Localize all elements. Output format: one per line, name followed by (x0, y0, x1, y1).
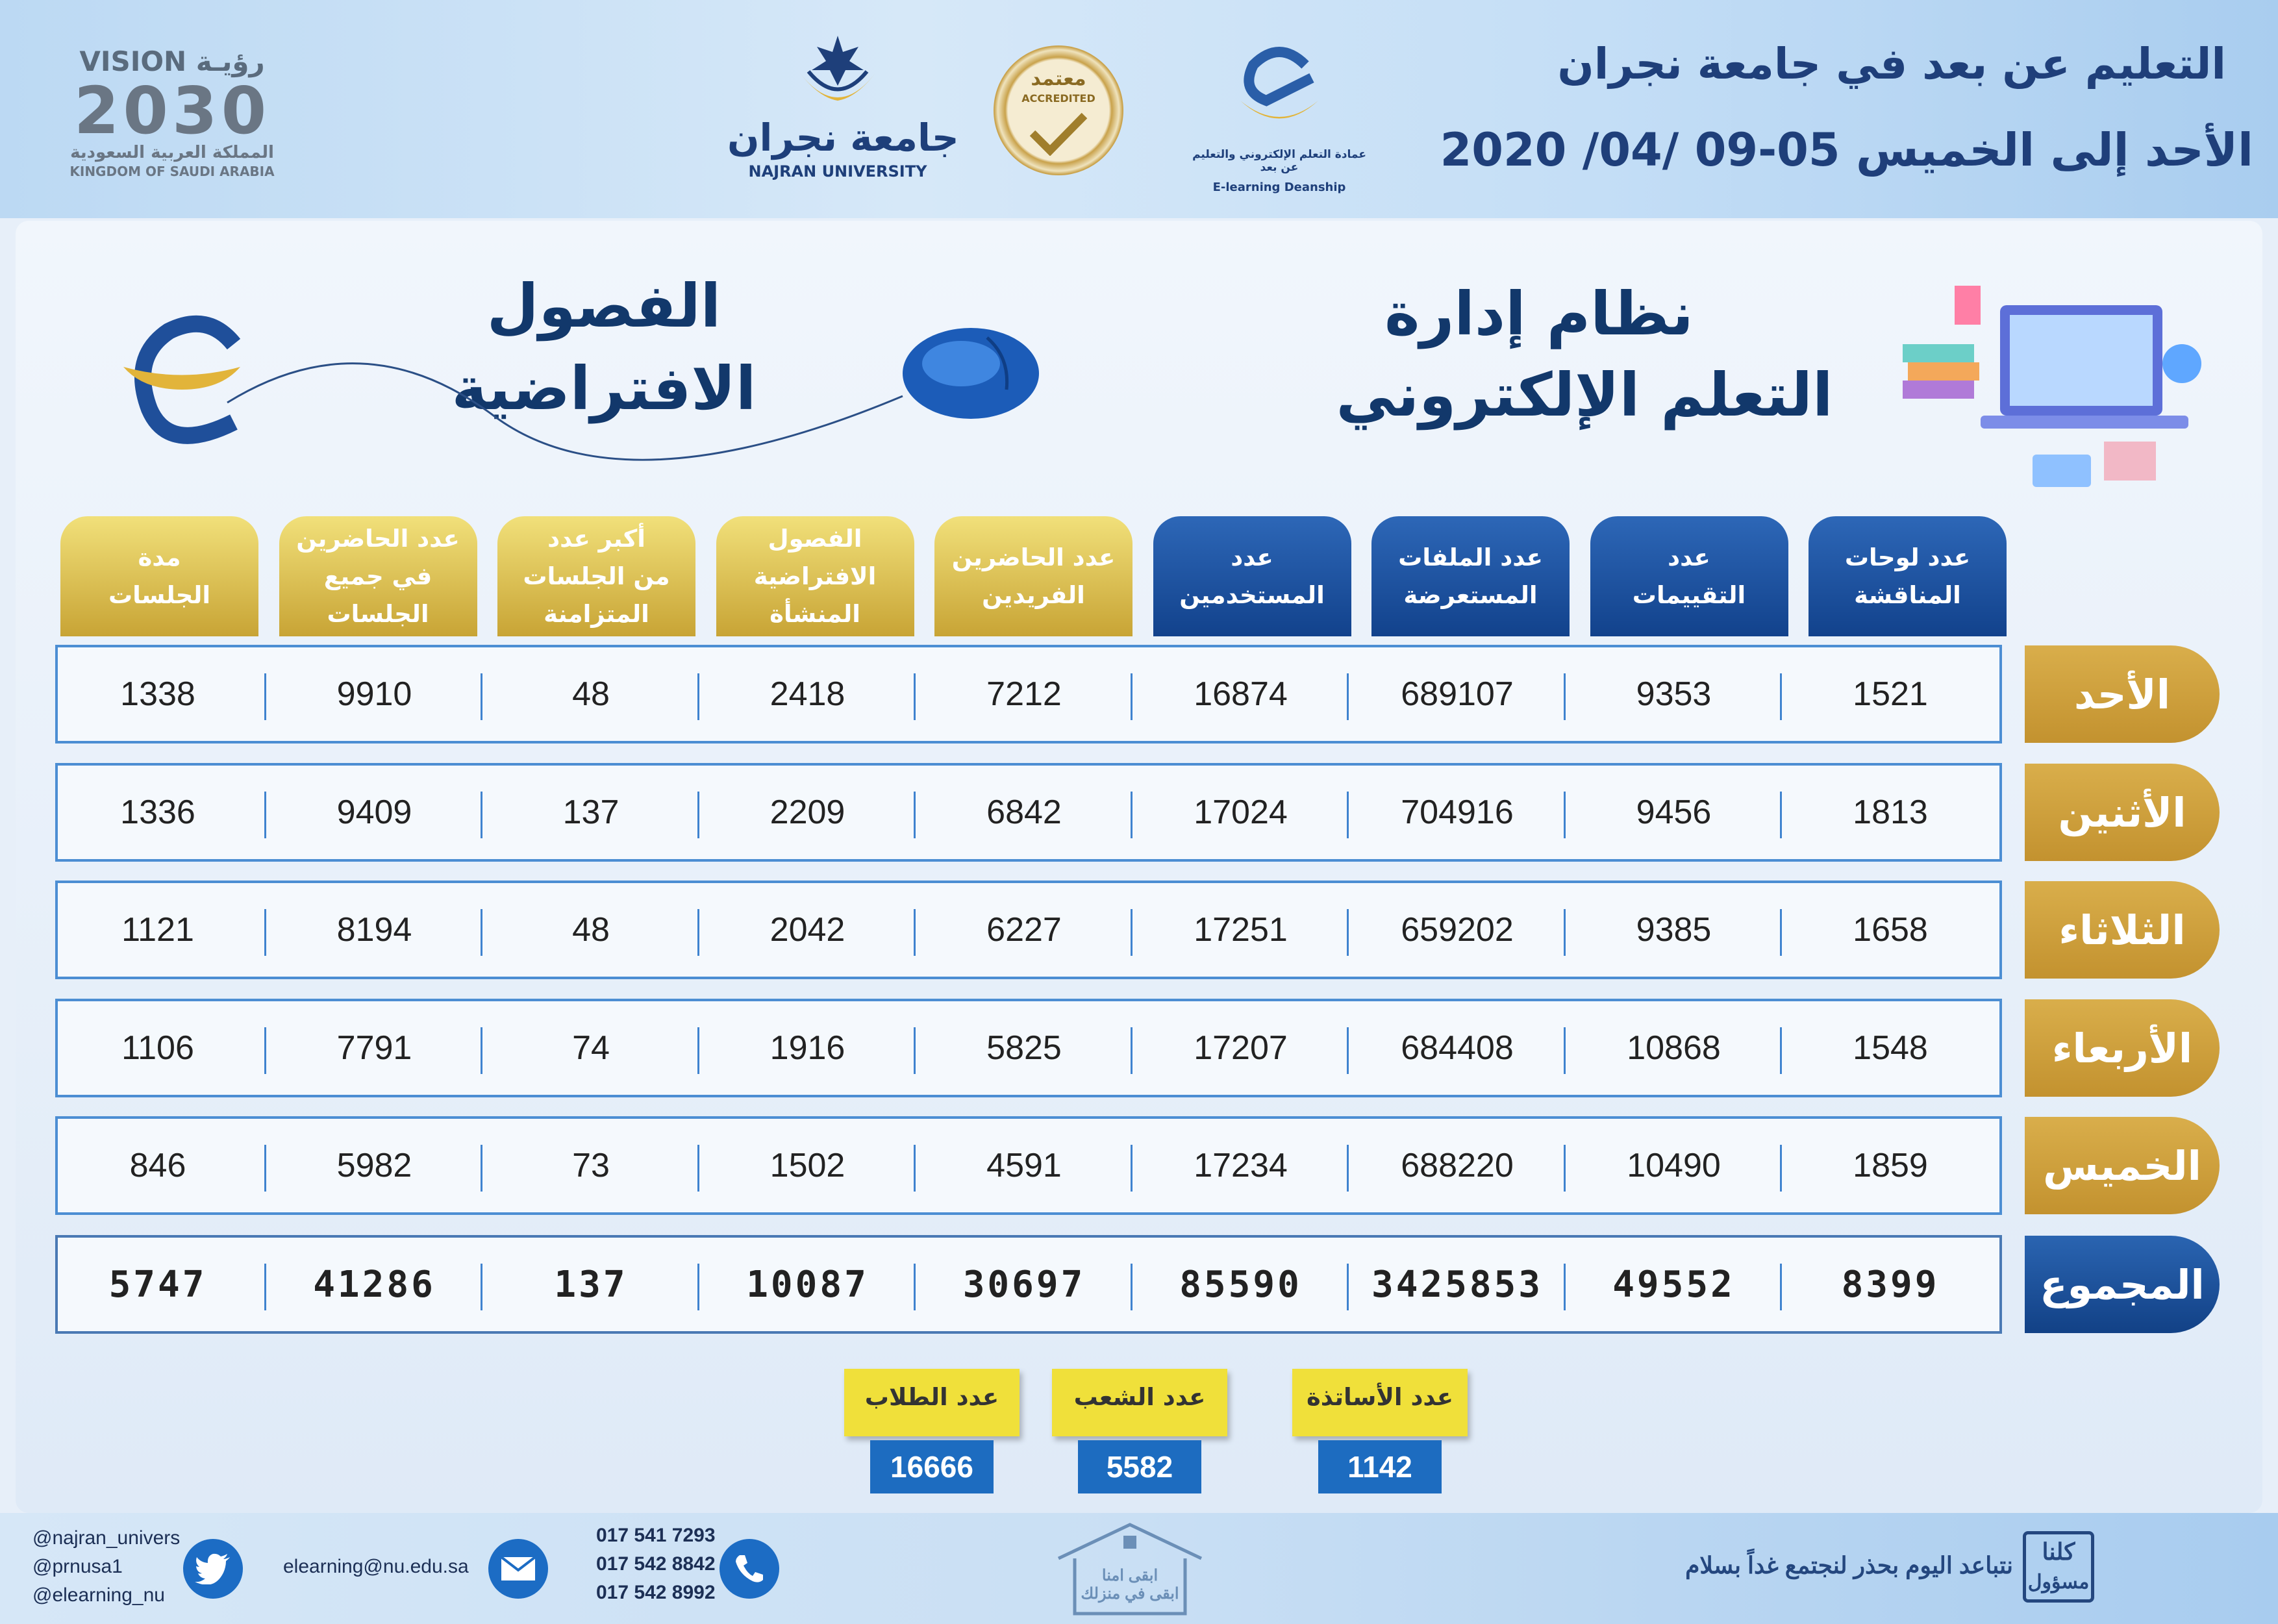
table-cell: 846 (129, 1147, 186, 1184)
campaign-line1: كلنا (2042, 1538, 2075, 1565)
table-cell: 74 (572, 1029, 610, 1067)
table-cell: 17251 (1194, 911, 1288, 949)
table-cell: 137 (562, 793, 620, 831)
stat-value: 1142 (1318, 1440, 1442, 1493)
table-cell: 704916 (1401, 793, 1514, 831)
table-cell: 1106 (121, 1029, 194, 1067)
table-cell: 8399 (1841, 1263, 1940, 1306)
column-header-4 (1153, 516, 1351, 636)
table-cell: 9910 (336, 675, 412, 713)
elearning-deanship-logo (1192, 39, 1366, 195)
column-header-7 (497, 516, 695, 636)
table-cell: 1859 (1853, 1147, 1928, 1184)
university-emblem-icon (786, 32, 890, 117)
table-row (55, 1116, 2002, 1215)
table-cell: 1548 (1853, 1029, 1928, 1067)
column-header-5 (934, 516, 1133, 636)
lms-title-line1: نظام إدارة (1384, 279, 1694, 349)
column-header-6 (716, 516, 914, 636)
table-cell: 9385 (1636, 911, 1712, 949)
table-cell: 17207 (1194, 1029, 1288, 1067)
table-cell: 1521 (1853, 675, 1928, 713)
column-header-label: عدد لوحات المناقشة (1844, 543, 1971, 609)
day-label: الأثنين (2025, 764, 2220, 861)
accredited-seal (994, 45, 1123, 175)
email-icon[interactable] (488, 1539, 548, 1599)
lms-title-line2: التعلم الإلكتروني (1336, 360, 1833, 430)
campaign-slogan: نتباعد اليوم بحذر لنجتمع غداً بسلام (1685, 1552, 2013, 1579)
table-cell: 10087 (746, 1263, 869, 1306)
table-cell: 73 (572, 1147, 610, 1184)
najran-university-logo (727, 32, 959, 188)
day-label: الأربعاء (2025, 999, 2220, 1097)
table-cell: 48 (572, 675, 610, 713)
stat-label: عدد الطلاب (844, 1369, 1020, 1436)
university-name-ar: جامعة نجران (727, 116, 959, 160)
stay-home-line1: ابقى امنا (1101, 1567, 1158, 1584)
phone-icon[interactable] (720, 1539, 779, 1599)
table-cell: 659202 (1401, 911, 1514, 949)
email-address[interactable]: elearning@nu.edu.sa (283, 1556, 469, 1577)
column-header-1 (1809, 516, 2007, 636)
column-header-label: عدد المستخدمين (1179, 543, 1325, 609)
twitter-handle-3[interactable]: @elearning_nu (32, 1584, 165, 1606)
table-cell: 7791 (336, 1029, 412, 1067)
table-cell: 17024 (1194, 793, 1288, 831)
stat-value: 16666 (870, 1440, 994, 1493)
day-label: الأحد (2025, 645, 2220, 743)
table-cell: 4591 (986, 1147, 1062, 1184)
elearning-name-ar: عمادة التعلم الإلكتروني والتعليم عن بعد (1192, 148, 1366, 174)
stat-label: عدد الشعب (1052, 1369, 1227, 1436)
table-cell: 9409 (336, 793, 412, 831)
vision-year: 2030 (73, 73, 271, 149)
stay-home-line2: ابقى في منزلك (1081, 1585, 1179, 1603)
page-title: التعليم عن بعد في جامعة نجران (1557, 39, 2226, 89)
vision-2030-logo (65, 45, 286, 182)
vision-country-ar: المملكة العربية السعودية (70, 143, 274, 162)
checkmark-icon (1029, 110, 1088, 156)
table-cell: 10868 (1627, 1029, 1721, 1067)
table-cell: 5982 (336, 1147, 412, 1184)
header-banner (0, 0, 2278, 218)
table-cell: 48 (572, 911, 610, 949)
date-range: الأحد إلى الخميس 05-09 /04/ 2020 (1440, 123, 2253, 177)
column-header-label: أكبر عدد من الجلسات المتزامنة (523, 524, 670, 628)
vision-label: VISION رؤيـة (79, 45, 265, 77)
table-row (55, 645, 2002, 743)
table-cell: 41286 (313, 1263, 436, 1306)
phone-3[interactable]: 017 542 8992 (596, 1582, 716, 1603)
column-header-label: الفصول الافتراضية المنشأة (753, 524, 877, 628)
table-cell: 1121 (121, 911, 194, 949)
column-header-label: مدة الجلسات (108, 543, 211, 609)
seal-label-ar: معتمد (1031, 68, 1086, 90)
table-cell: 5747 (108, 1263, 207, 1306)
table-cell: 2042 (770, 911, 845, 949)
table-cell: 1502 (770, 1147, 845, 1184)
vc-title-line1: الفصول (486, 271, 721, 341)
table-cell: 1813 (1853, 793, 1928, 831)
day-label: الخميس (2025, 1117, 2220, 1214)
table-cell: 10490 (1627, 1147, 1721, 1184)
table-cell: 2209 (770, 793, 845, 831)
table-cell: 16874 (1194, 675, 1288, 713)
table-cell: 1658 (1853, 911, 1928, 949)
column-header-label: عدد الحاضرين في جميع الجلسات (296, 524, 460, 628)
laptop-books-illustration-icon (1890, 279, 2214, 506)
table-cell: 2418 (770, 675, 845, 713)
column-header-9 (60, 516, 258, 636)
table-cell: 9456 (1636, 793, 1712, 831)
table-cell: 1916 (770, 1029, 845, 1067)
elearning-name-en: E-learning Deanship (1212, 181, 1346, 194)
table-cell: 49552 (1612, 1263, 1735, 1306)
table-row (55, 999, 2002, 1097)
table-cell: 8194 (336, 911, 412, 949)
seal-label-en: ACCREDITED (1021, 92, 1095, 105)
footer-bar (0, 1513, 2278, 1624)
table-cell: 9353 (1636, 675, 1712, 713)
campaign-line2: مسؤول (2027, 1571, 2090, 1593)
table-cell: 684408 (1401, 1029, 1514, 1067)
elearning-e-icon (1234, 39, 1325, 136)
column-header-label: عدد التقييمات (1632, 543, 1746, 609)
table-cell: 7212 (986, 675, 1062, 713)
table-cell: 5825 (986, 1029, 1062, 1067)
table-cell: 1338 (120, 675, 195, 713)
table-cell: 17234 (1194, 1147, 1288, 1184)
total-label: المجموع (2025, 1236, 2220, 1333)
university-name-en: NAJRAN UNIVERSITY (748, 162, 927, 181)
table-cell: 688220 (1401, 1147, 1514, 1184)
table-cell: 85590 (1179, 1263, 1302, 1306)
stat-label: عدد الأساتذة (1292, 1369, 1468, 1436)
table-cell: 30697 (962, 1263, 1086, 1306)
table-cell: 1336 (120, 793, 195, 831)
column-header-label: عدد الملفات المستعرضة (1398, 543, 1543, 609)
twitter-handle-2[interactable]: @prnusa1 (32, 1556, 123, 1577)
twitter-icon[interactable] (183, 1539, 243, 1599)
table-cell: 137 (554, 1263, 628, 1306)
table-cell: 3425853 (1371, 1263, 1543, 1306)
phone-1[interactable]: 017 541 7293 (596, 1525, 716, 1546)
column-header-3 (1371, 516, 1570, 636)
vc-title-line2: الافتراضية (451, 354, 757, 423)
stat-value: 5582 (1078, 1440, 1201, 1493)
table-cell: 6227 (986, 911, 1062, 949)
computer-mouse-icon (896, 318, 1045, 429)
table-row (55, 881, 2002, 979)
table-cell: 689107 (1401, 675, 1514, 713)
twitter-handle-1[interactable]: @najran_univers (32, 1527, 181, 1549)
column-header-label: عدد الحاضرين الفريدين (951, 543, 1116, 609)
total-row (55, 1235, 2002, 1334)
campaign-logo (2023, 1531, 2094, 1603)
vision-country-en: KINGDOM OF SAUDI ARABIA (69, 164, 275, 179)
table-row (55, 763, 2002, 862)
phone-2[interactable]: 017 542 8842 (596, 1553, 716, 1575)
column-header-8 (279, 516, 477, 636)
day-label: الثلاثاء (2025, 881, 2220, 979)
table-cell: 6842 (986, 793, 1062, 831)
column-header-2 (1590, 516, 1788, 636)
